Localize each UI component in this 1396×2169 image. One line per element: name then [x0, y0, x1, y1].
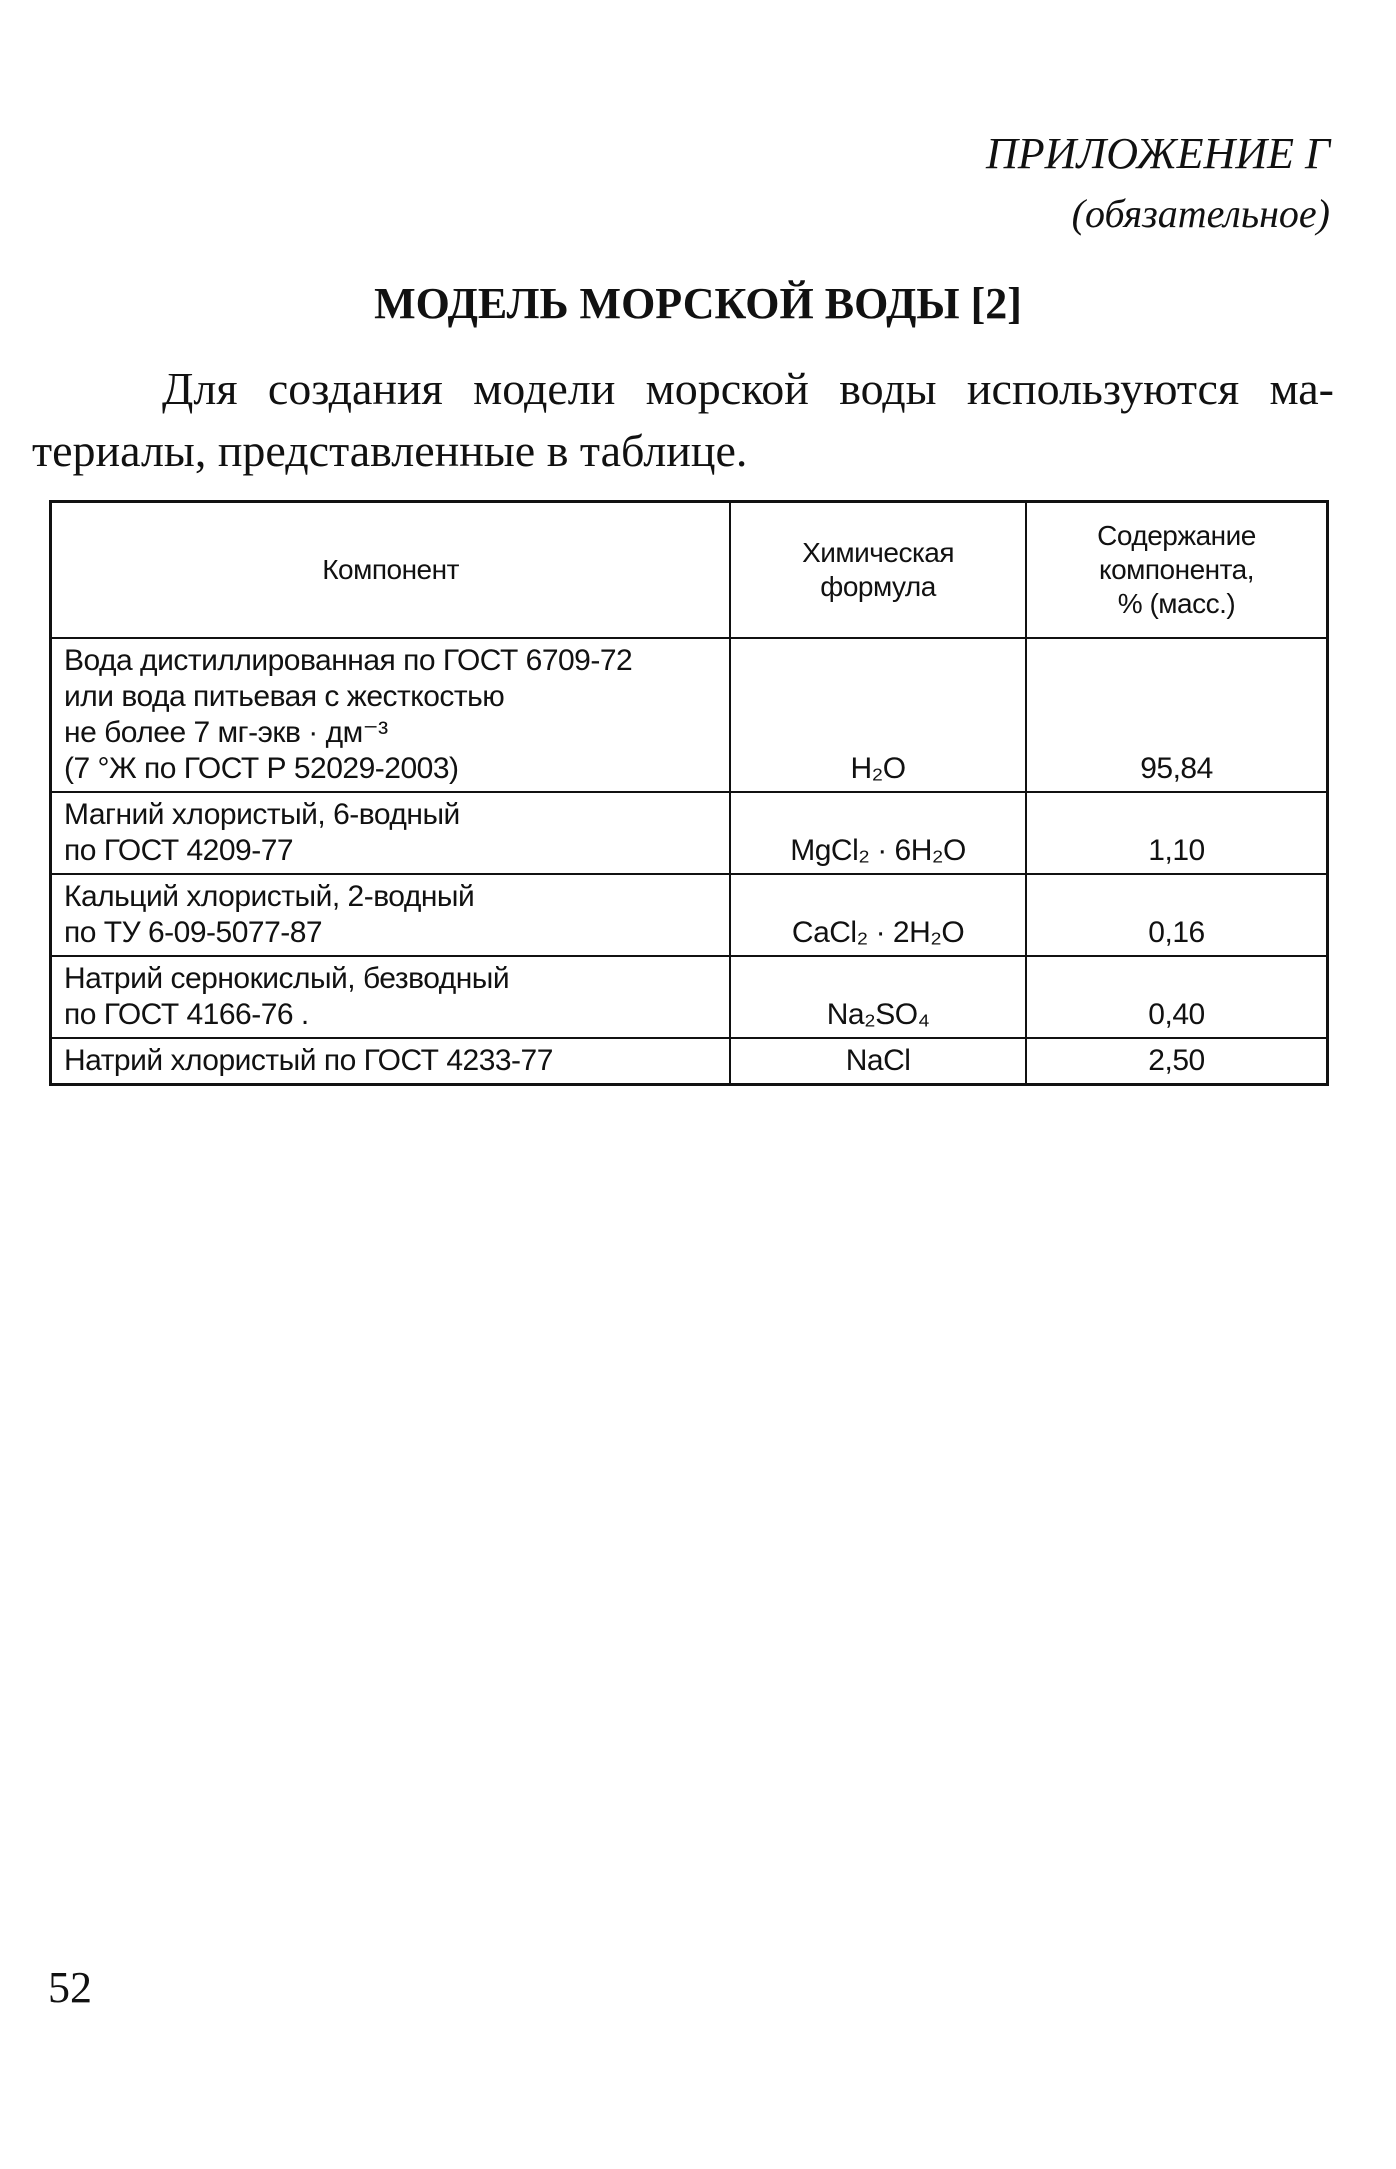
document-title: МОДЕЛЬ МОРСКОЙ ВОДЫ [2] [374, 279, 1022, 328]
table-row [51, 956, 1328, 1038]
component-cell [51, 792, 731, 874]
table-row [51, 874, 1328, 956]
header-formula-line: формула [820, 571, 936, 602]
component-text: или вода питьевая с жесткостью [64, 680, 505, 713]
component-text: Кальций хлористый, 2-водный [64, 880, 475, 913]
header-component [51, 502, 731, 639]
component-text: по ГОСТ 4209-77 [64, 834, 294, 867]
header-formula [730, 502, 1026, 639]
header-content [1026, 502, 1328, 639]
appendix-heading [986, 124, 1330, 244]
formula-cell: MgCl₂ · 6H₂O [730, 792, 1026, 874]
formula-cell: H₂O [730, 638, 1026, 792]
table-row [51, 1038, 1328, 1085]
header-content-line: Содержание [1097, 520, 1256, 551]
table-header-row [51, 502, 1328, 639]
content-cell: 1,10 [1026, 792, 1328, 874]
content-cell: 2,50 [1026, 1038, 1328, 1085]
header-formula-line: Химическая [802, 537, 955, 568]
component-text: Вода дистиллированная по ГОСТ 6709-72 [64, 644, 633, 677]
intro-line-1: Для создания модели морской воды используются ма- [162, 363, 1334, 414]
intro-line-2: териалы, представленные в таблице. [32, 425, 748, 476]
header-component-label: Компонент [322, 554, 459, 585]
component-text: (7 °Ж по ГОСТ Р 52029-2003) [64, 752, 459, 785]
component-text: не более 7 мг-экв · дм⁻³ [64, 716, 388, 749]
page-number: 52 [48, 1963, 92, 2012]
intro-paragraph [32, 358, 1334, 482]
formula-cell: CaCl₂ · 2H₂O [730, 874, 1026, 956]
content-cell: 0,16 [1026, 874, 1328, 956]
component-text: по ГОСТ 4166-76 . [64, 998, 309, 1031]
component-text: Натрий хлористый по ГОСТ 4233-77 [64, 1044, 553, 1077]
content-cell: 0,40 [1026, 956, 1328, 1038]
component-text: Магний хлористый, 6-водный [64, 798, 460, 831]
component-cell [51, 956, 731, 1038]
appendix-label: ПРИЛОЖЕНИЕ Г [986, 129, 1330, 178]
table-row [51, 638, 1328, 792]
formula-cell: NaCl [730, 1038, 1026, 1085]
materials-table [49, 500, 1329, 1086]
component-cell [51, 638, 731, 792]
appendix-note: (обязательное) [1071, 191, 1330, 236]
content-cell: 95,84 [1026, 638, 1328, 792]
component-text: по ТУ 6-09-5077-87 [64, 916, 323, 949]
component-text: Натрий сернокислый, безводный [64, 962, 510, 995]
header-content-line: % (масс.) [1117, 588, 1236, 619]
header-content-line: компонента, [1099, 554, 1254, 585]
component-cell [51, 1038, 731, 1085]
formula-cell: Na₂SO₄ [730, 956, 1026, 1038]
table-row [51, 792, 1328, 874]
component-cell [51, 874, 731, 956]
